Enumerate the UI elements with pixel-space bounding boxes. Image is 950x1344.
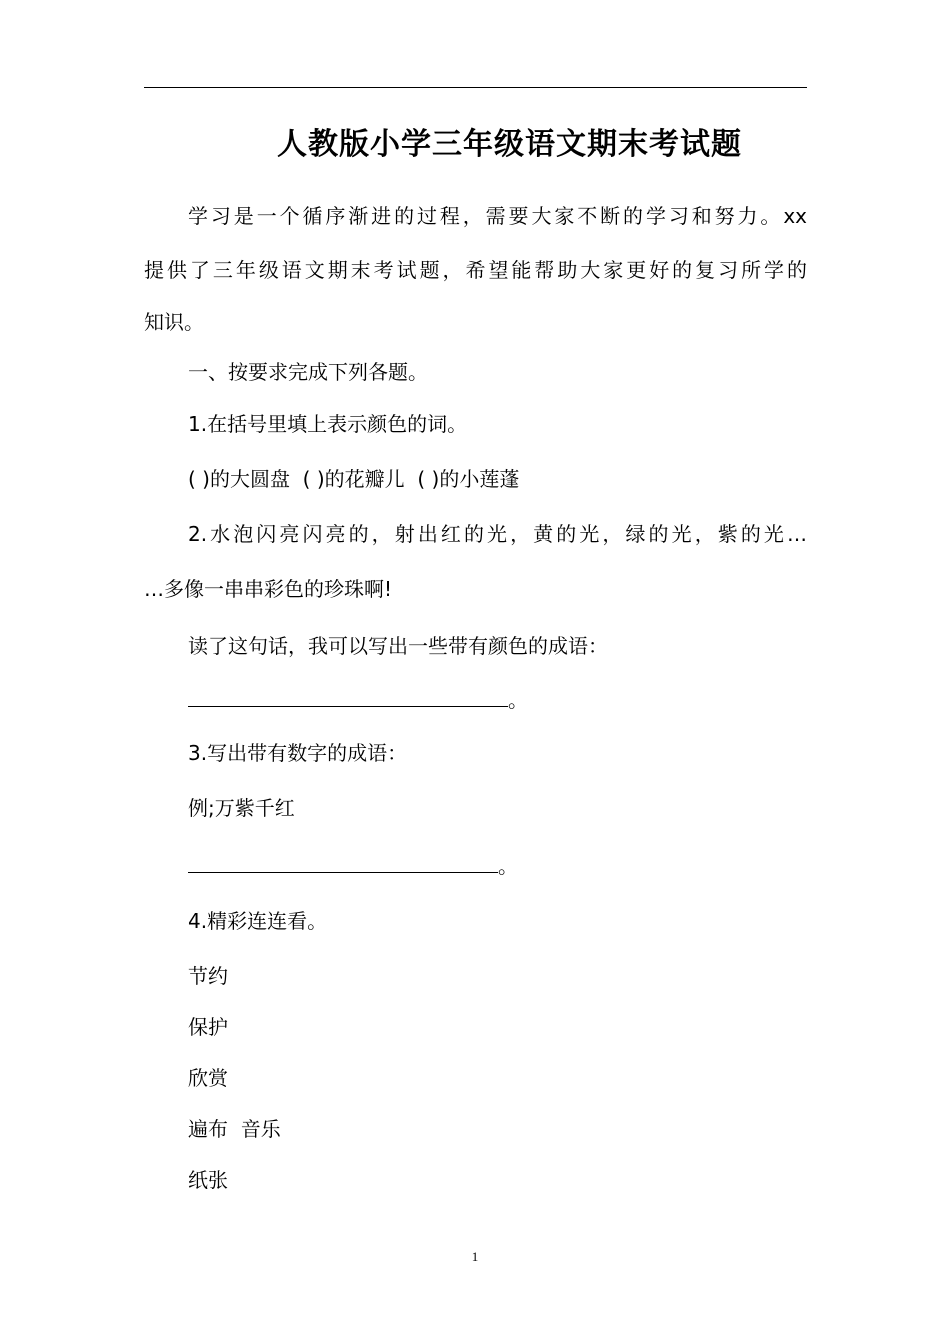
answer-blank [188, 686, 508, 707]
question-3-prompt: 3.写出带有数字的成语： [188, 741, 408, 765]
answer-end-mark: 。 [498, 854, 518, 878]
question-3-answer-line [188, 852, 807, 879]
intro-line-1: 学习是一个循序渐进的过程，需要大家不断的学习和努力。xx [188, 204, 807, 228]
question-1-prompt: 1.在括号里填上表示颜色的词。 [188, 412, 468, 436]
answer-end-mark: 。 [508, 688, 528, 712]
header-rule [144, 87, 807, 88]
question-2-line-1: 2.水泡闪亮闪亮的，射出红的光，黄的光，绿的光，紫的光… [188, 522, 807, 546]
question-2-line-2: …多像一串串彩色的珍珠啊! [144, 577, 393, 601]
answer-blank [188, 852, 498, 873]
intro-line-3: 知识。 [144, 310, 204, 334]
match-item: 保护 [188, 1015, 228, 1039]
intro-line-2: 提供了三年级语文期末考试题，希望能帮助大家更好的复习所学的 [144, 258, 807, 282]
match-item: 遍布 音乐 [188, 1117, 281, 1141]
document-title: 人教版小学三年级语文期末考试题 [277, 127, 742, 162]
section-heading: 一、按要求完成下列各题。 [188, 360, 428, 384]
match-item: 节约 [188, 964, 228, 988]
match-item: 纸张 [188, 1168, 228, 1192]
question-2-instruction: 读了这句话，我可以写出一些带有颜色的成语： [188, 634, 608, 658]
match-item: 欣赏 [188, 1066, 228, 1090]
question-4-prompt: 4.精彩连连看。 [188, 909, 328, 933]
page-number: 1 [471, 1249, 479, 1264]
question-3-example: 例;万紫千红 [188, 796, 295, 820]
question-1-items: ( )的大圆盘 ( )的花瓣儿 ( )的小莲蓬 [188, 467, 520, 491]
question-2-answer-line [188, 686, 807, 713]
